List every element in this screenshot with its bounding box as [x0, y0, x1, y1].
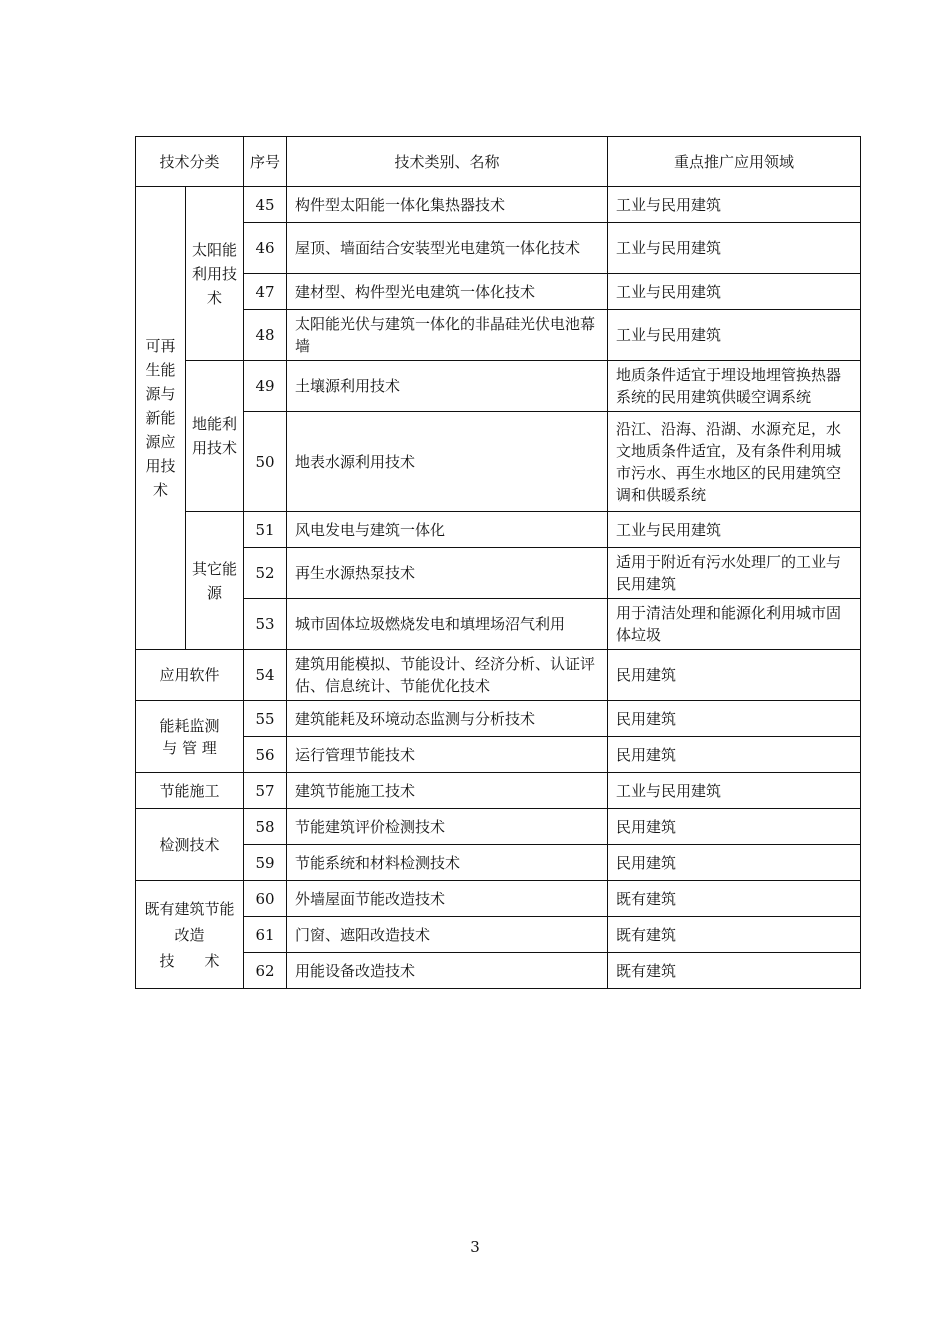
group-other: 其它能源: [186, 512, 244, 650]
name-cell: 外墙屋面节能改造技术: [287, 881, 608, 917]
field-cell: 工业与民用建筑: [608, 310, 861, 361]
seq-cell: 45: [244, 187, 287, 223]
field-cell: 工业与民用建筑: [608, 274, 861, 310]
name-cell: 用能设备改造技术: [287, 953, 608, 989]
seq-cell: 50: [244, 412, 287, 512]
table-row: [136, 512, 861, 548]
group-monitor: 能耗监测与 管 理: [136, 701, 244, 773]
header-seq: 序号: [244, 137, 287, 187]
table-row: [136, 845, 861, 881]
seq-cell: 48: [244, 310, 287, 361]
field-cell: 民用建筑: [608, 845, 861, 881]
table-row: [136, 737, 861, 773]
table-row: [136, 599, 861, 650]
table-row: [136, 953, 861, 989]
group-renewable: 可再生能源与新能源应用技术: [136, 187, 186, 650]
seq-cell: 52: [244, 548, 287, 599]
field-cell: 工业与民用建筑: [608, 512, 861, 548]
seq-cell: 57: [244, 773, 287, 809]
group-geo: 地能利用技术: [186, 361, 244, 512]
header-name: 技术类别、名称: [287, 137, 608, 187]
name-cell: 建筑用能模拟、节能设计、经济分析、认证评估、信息统计、节能优化技术: [287, 650, 608, 701]
seq-cell: 53: [244, 599, 287, 650]
field-cell: 民用建筑: [608, 701, 861, 737]
seq-cell: 51: [244, 512, 287, 548]
seq-cell: 62: [244, 953, 287, 989]
field-cell: 民用建筑: [608, 650, 861, 701]
field-cell: 工业与民用建筑: [608, 187, 861, 223]
table-row: [136, 274, 861, 310]
table-row: [136, 650, 861, 701]
field-cell: 用于清洁处理和能源化利用城市固体垃圾: [608, 599, 861, 650]
name-cell: 再生水源热泵技术: [287, 548, 608, 599]
table-row: [136, 917, 861, 953]
name-cell: 屋顶、墙面结合安装型光电建筑一体化技术: [287, 223, 608, 274]
table-row: [136, 548, 861, 599]
field-cell: 既有建筑: [608, 917, 861, 953]
name-cell: 建筑节能施工技术: [287, 773, 608, 809]
group-solar: 太阳能利用技术: [186, 187, 244, 361]
group-retrofit: [136, 881, 244, 989]
field-cell: 民用建筑: [608, 809, 861, 845]
seq-cell: 46: [244, 223, 287, 274]
seq-cell: 60: [244, 881, 287, 917]
name-cell: 节能建筑评价检测技术: [287, 809, 608, 845]
seq-cell: 47: [244, 274, 287, 310]
group-software: 应用软件: [136, 650, 244, 701]
group-retrofit-line-2: 技 术: [159, 951, 220, 970]
group-construction: 节能施工: [136, 773, 244, 809]
field-cell: 工业与民用建筑: [608, 223, 861, 274]
name-cell: 建筑能耗及环境动态监测与分析技术: [287, 701, 608, 737]
table-row: [136, 809, 861, 845]
name-cell: 城市固体垃圾燃烧发电和填埋场沼气利用: [287, 599, 608, 650]
seq-cell: 56: [244, 737, 287, 773]
seq-cell: 58: [244, 809, 287, 845]
table-header-row: [136, 137, 861, 187]
table-row: [136, 361, 861, 412]
field-cell: 既有建筑: [608, 953, 861, 989]
field-cell: 既有建筑: [608, 881, 861, 917]
field-cell: 适用于附近有污水处理厂的工业与民用建筑: [608, 548, 861, 599]
name-cell: 太阳能光伏与建筑一体化的非晶硅光伏电池幕墙: [287, 310, 608, 361]
header-category: 技术分类: [136, 137, 244, 187]
group-testing: 检测技术: [136, 809, 244, 881]
name-cell: 节能系统和材料检测技术: [287, 845, 608, 881]
seq-cell: 54: [244, 650, 287, 701]
table-row: [136, 310, 861, 361]
name-cell: 建材型、构件型光电建筑一体化技术: [287, 274, 608, 310]
page-number: 3: [470, 1238, 480, 1256]
name-cell: 门窗、遮阳改造技术: [287, 917, 608, 953]
table-row: [136, 773, 861, 809]
name-cell: 土壤源利用技术: [287, 361, 608, 412]
technology-table: [135, 136, 861, 989]
seq-cell: 55: [244, 701, 287, 737]
seq-cell: 49: [244, 361, 287, 412]
group-retrofit-line-1: 既有建筑节能改造: [144, 899, 235, 944]
header-field: 重点推广应用领域: [608, 137, 861, 187]
table-row: [136, 223, 861, 274]
field-cell: 沿江、沿海、沿湖、水源充足，水文地质条件适宜，及有条件利用城市污水、再生水地区的民用建筑空调和供暖系统: [608, 412, 861, 512]
field-cell: 地质条件适宜于埋设地埋管换热器系统的民用建筑供暖空调系统: [608, 361, 861, 412]
table-row: [136, 881, 861, 917]
table-row: [136, 187, 861, 223]
table-row: [136, 701, 861, 737]
name-cell: 构件型太阳能一体化集热器技术: [287, 187, 608, 223]
seq-cell: 61: [244, 917, 287, 953]
name-cell: 运行管理节能技术: [287, 737, 608, 773]
name-cell: 风电发电与建筑一体化: [287, 512, 608, 548]
name-cell: 地表水源利用技术: [287, 412, 608, 512]
seq-cell: 59: [244, 845, 287, 881]
field-cell: 民用建筑: [608, 737, 861, 773]
field-cell: 工业与民用建筑: [608, 773, 861, 809]
table-row: [136, 412, 861, 512]
